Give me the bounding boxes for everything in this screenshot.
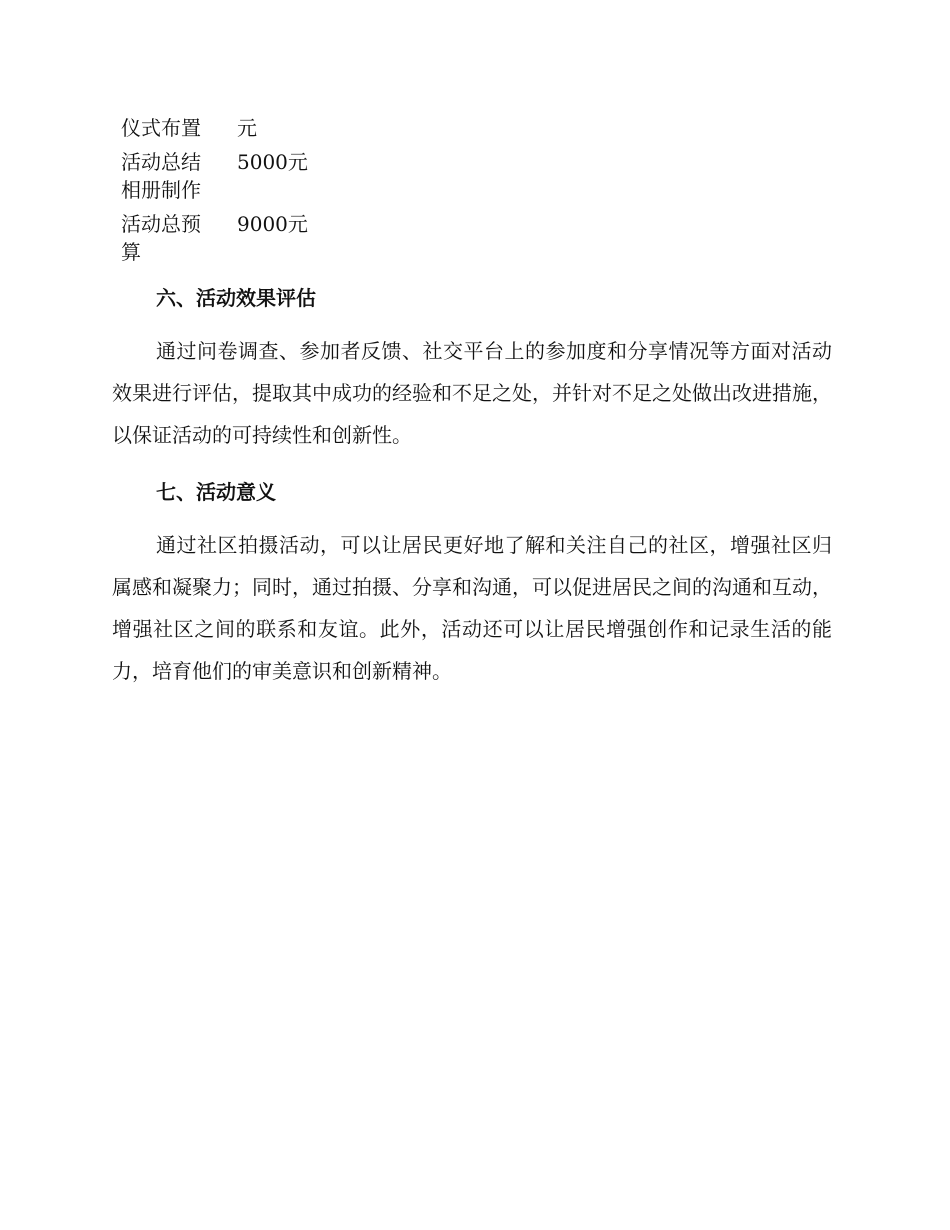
section-heading: 七、活动意义 — [156, 480, 276, 504]
section-body: 通过问卷调查、参加者反馈、社交平台上的参加度和分享情况等方面对活动效果进行评估，提取其中成功的经验和不足之处，并针对不足之处做出改进措施，以保证活动的可持续性和创新性。 — [112, 339, 832, 447]
budget-item: 仪式布置 — [121, 116, 201, 140]
budget-item: 活动总预算 — [121, 212, 201, 264]
budget-item: 活动总结相册制作 — [121, 150, 201, 202]
section-body: 通过社区拍摄活动，可以让居民更好地了解和关注自己的社区，增强社区归属感和凝聚力；同时，通过拍摄、分享和沟通，可以促进居民之间的沟通和互动，增强社区之间的联系和友谊。此外，活动还可以让居民增强创作和记录生活的能力，培育他们的审美意识和创新精神。 — [112, 533, 832, 683]
budget-row — [120, 114, 360, 142]
budget-amount: 元 — [237, 116, 257, 140]
budget-row — [120, 210, 360, 266]
section-effect-evaluation — [112, 284, 832, 456]
budget-table — [120, 114, 360, 266]
section-heading: 六、活动效果评估 — [156, 286, 316, 310]
section-significance — [112, 478, 832, 692]
budget-amount: 5000元 — [237, 150, 308, 174]
budget-amount: 9000元 — [237, 212, 308, 236]
budget-row — [120, 148, 360, 204]
